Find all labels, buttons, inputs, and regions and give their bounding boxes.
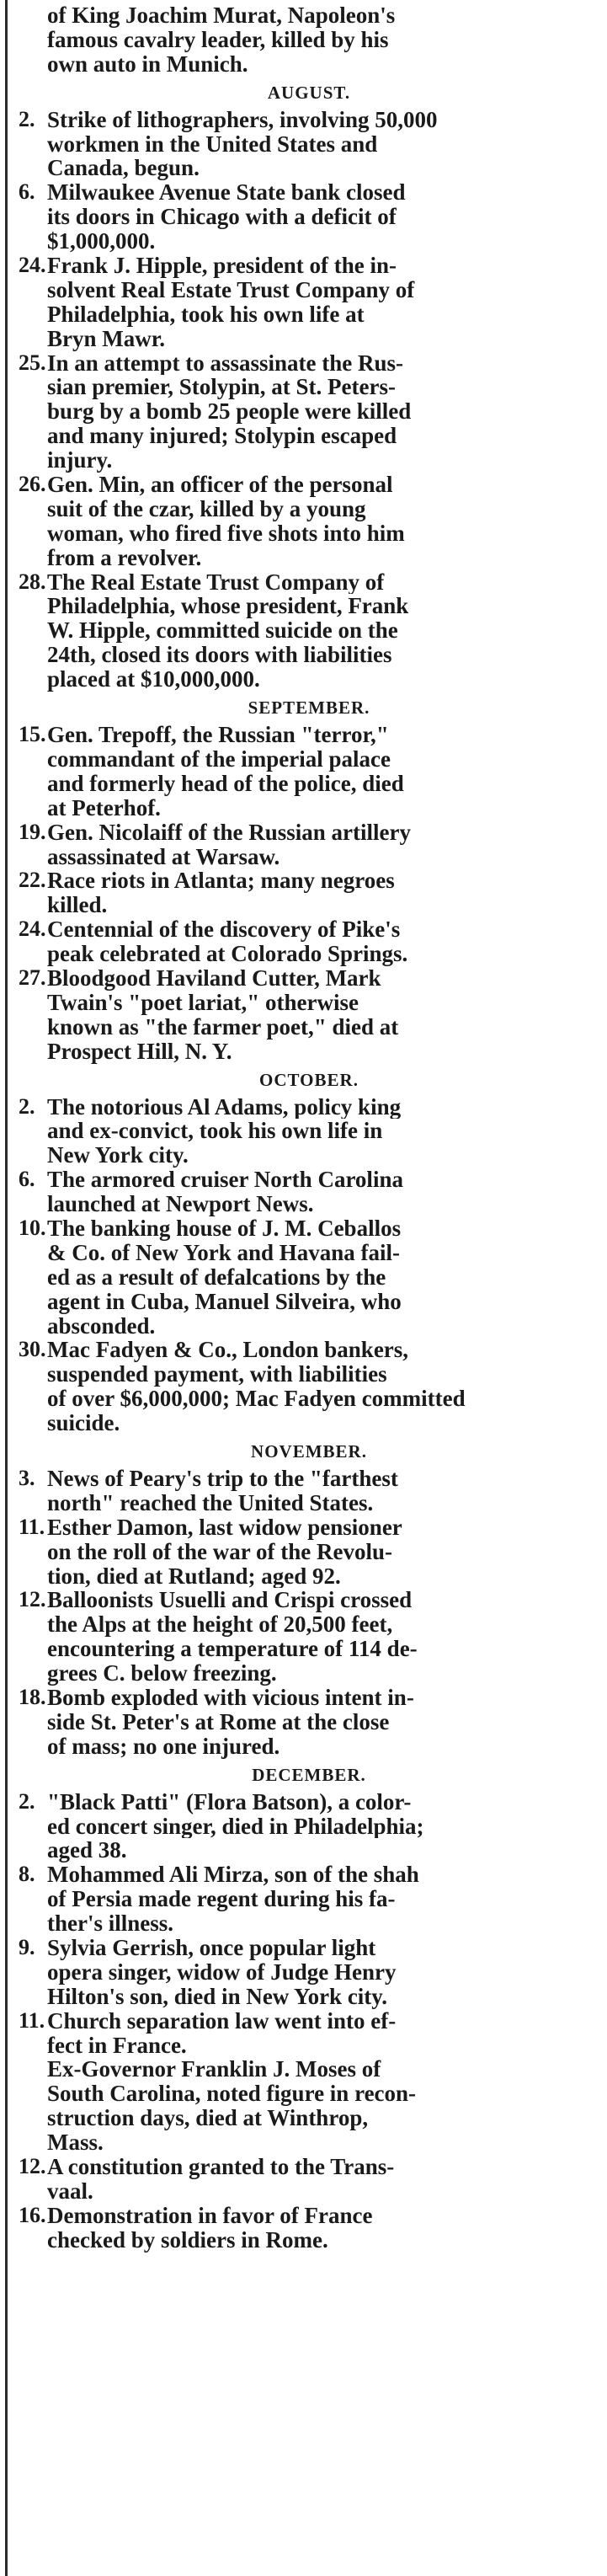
entry-text-line: New York city. — [47, 1143, 189, 1168]
chronology-entry — [19, 2155, 599, 2204]
entry-day-number: 6. — [19, 1167, 35, 1192]
entry-day-number: 22. — [19, 868, 46, 893]
entry-text-line: W. Hipple, committed suicide on the — [47, 618, 398, 644]
entry-text-line: tion, died at Rutland; aged 92. — [47, 1563, 341, 1589]
intro-line: own auto in Munich. — [47, 51, 248, 77]
entry-text-line: ed concert singer, died in Philadelphia; — [47, 1814, 424, 1839]
column-rule — [5, 0, 8, 2576]
entry-text-line: solvent Real Estate Trust Company of — [47, 277, 415, 302]
entry-day-number: 15. — [19, 722, 46, 747]
entry-text-line: of Persia made regent during his fa- — [47, 1887, 396, 1912]
entry-text-line: and formerly head of the police, died — [47, 771, 404, 796]
entry-text-line: Twain's "poet lariat," otherwise — [47, 990, 359, 1015]
entry-text-line: Gen. Min, an officer of the personal — [47, 473, 393, 497]
entry-text-line: aged 38. — [47, 1838, 127, 1863]
chronology-entry — [19, 2204, 599, 2253]
entry-text-line: Balloonists Usuelli and Crispi crossed — [47, 1588, 413, 1613]
entry-day-number: 16. — [19, 2202, 46, 2227]
entry-text-line: Canada, begun. — [47, 156, 200, 181]
entry-day-number: 24. — [19, 917, 46, 942]
entry-text-line: Mohammed Ali Mirza, son of the shah — [47, 1863, 419, 1888]
entry-day-number: 12. — [19, 1587, 46, 1612]
entry-text-line: Milwaukee Avenue State bank closed — [47, 180, 406, 206]
entry-day-number: 19. — [19, 819, 46, 844]
month-heading: NOVEMBER. — [251, 1440, 367, 1462]
month-heading: DECEMBER. — [252, 1764, 366, 1785]
entry-text-line: & Co. of New York and Havana fail- — [47, 1240, 401, 1265]
chronology-entry — [19, 1936, 599, 2009]
entry-text-line: checked by soldiers in Rome. — [47, 2227, 328, 2253]
entry-text-line: Hilton's son, died in New York city. — [47, 1984, 388, 2009]
chronology-entry — [19, 473, 599, 570]
entry-day-number: 3. — [19, 1465, 35, 1490]
entry-text-line: struction days, died at Winthrop, — [47, 2106, 369, 2131]
entry-day-number: 2. — [19, 106, 35, 131]
chronology-column — [19, 3, 599, 2253]
entry-text-line: peak celebrated at Colorado Springs. — [47, 942, 408, 966]
chronology-entry — [19, 180, 599, 254]
entry-text-line: Bloodgood Haviland Cutter, Mark — [47, 965, 381, 991]
entry-text-line: grees C. below freezing. — [47, 1661, 277, 1686]
entry-text-line: News of Peary's trip to the "farthest — [47, 1466, 398, 1491]
entry-text-line: ed as a result of defalcations by the — [47, 1264, 386, 1290]
entry-text-line: ther's illness. — [47, 1911, 174, 1937]
chronology-entry — [19, 966, 599, 1064]
entry-text-line: north" reached the United States. — [47, 1490, 374, 1515]
entry-text-line: "Black Patti" (Flora Batson), a color- — [47, 1789, 412, 1814]
chronology-entry — [19, 1168, 599, 1216]
entry-text-line: agent in Cuba, Manuel Silveira, who — [47, 1289, 402, 1314]
entry-text-line: Mac Fadyen & Co., London bankers, — [47, 1338, 409, 1363]
entry-text-line: Esther Damon, last widow pensioner — [47, 1515, 402, 1540]
entry-text-line: launched at Newport News. — [47, 1192, 314, 1216]
entry-text-line: A constitution granted to the Trans- — [47, 2155, 395, 2179]
entry-text-line: The notorious Al Adams, policy king — [47, 1094, 402, 1120]
entry-text-line: absconded. — [47, 1313, 156, 1339]
entry-day-number: 28. — [19, 569, 46, 594]
entry-text-line: Mass. — [47, 2130, 104, 2156]
entry-day-number: 24. — [19, 253, 46, 278]
entry-text-line: fect in France. — [47, 2033, 187, 2058]
entry-text-line: $1,000,000. — [47, 229, 156, 254]
entry-day-number: 11. — [19, 1514, 45, 1539]
entry-text-line: South Carolina, noted figure in recon- — [47, 2082, 417, 2107]
entry-text-line: The Real Estate Trust Company of — [47, 569, 385, 595]
entry-text-line: The banking house of J. M. Ceballos — [47, 1216, 402, 1241]
entry-text-line: woman, who fired five shots into him — [47, 521, 405, 546]
chronology-entry — [19, 2009, 599, 2058]
entry-text-line: injury. — [47, 448, 113, 473]
entry-day-number: 2. — [19, 1788, 35, 1814]
entry-day-number: 2. — [19, 1093, 35, 1119]
entry-text-line: workmen in the United States and — [47, 131, 378, 157]
entry-text-line: Sylvia Gerrish, once popular light — [47, 1936, 376, 1960]
entry-text-line: sian premier, Stolypin, at St. Peters- — [47, 375, 396, 400]
entry-text-line: side St. Peter's at Rome at the close — [47, 1709, 390, 1734]
chronology-entry — [19, 723, 599, 820]
intro-line: famous cavalry leader, killed by his — [47, 27, 389, 52]
entry-text-line: opera singer, widow of Judge Henry — [47, 1959, 397, 1985]
entry-text-line: suit of the czar, killed by a young — [47, 496, 366, 521]
chronology-entry — [19, 254, 599, 351]
month-heading: AUGUST. — [267, 82, 351, 103]
entry-text-line: Philadelphia, whose president, Frank — [47, 594, 409, 619]
entry-day-number: 10. — [19, 1215, 46, 1240]
chronology-entry — [19, 1515, 599, 1589]
entry-day-number: 11. — [19, 2007, 45, 2033]
entry-text-line: and many injured; Stolypin escaped — [47, 424, 397, 449]
entry-text-line: known as "the farmer poet," died at — [47, 1014, 399, 1039]
entry-day-number: 6. — [19, 179, 35, 205]
entry-text-line: of over $6,000,000; Mac Fadyen committed — [47, 1387, 466, 1412]
entry-text-line: Ex-Governor Franklin J. Moses of — [47, 2057, 381, 2082]
entry-text-line: the Alps at the height of 20,500 feet, — [47, 1612, 393, 1638]
entry-text-line: Philadelphia, took his own life at — [47, 302, 365, 327]
entry-text-line: Gen. Nicolaiff of the Russian artillery — [47, 820, 411, 845]
entry-text-line: its doors in Chicago with a deficit of — [47, 205, 397, 230]
chronology-entry — [19, 1790, 599, 1863]
month-heading: SEPTEMBER. — [248, 697, 370, 719]
chronology-entry — [19, 570, 599, 692]
entry-text-line: Bryn Mawr. — [47, 326, 165, 351]
entry-text-line: The armored cruiser North Carolina — [47, 1168, 403, 1193]
entry-text-line: suspended payment, with liabilities — [47, 1362, 387, 1387]
entry-text-line: suicide. — [47, 1411, 120, 1435]
entry-text-line: Frank J. Hipple, president of the in- — [47, 254, 397, 278]
entry-text-line: Gen. Trepoff, the Russian "terror," — [47, 723, 389, 747]
entry-text-line: 24th, closed its doors with liabilities — [47, 643, 392, 668]
intro-line: of King Joachim Murat, Napoleon's — [47, 3, 396, 28]
entry-text-line: at Peterhof. — [47, 795, 161, 820]
chronology-entry — [19, 1863, 599, 1936]
month-heading: OCTOBER. — [259, 1069, 359, 1090]
chronology-entry — [19, 2057, 599, 2155]
chronology-entry — [19, 108, 599, 181]
entry-text-line: Centennial of the discovery of Pike's — [47, 917, 401, 943]
entry-day-number: 30. — [19, 1337, 46, 1362]
entry-day-number: 12. — [19, 2154, 46, 2179]
entry-text-line: burg by a bomb 25 people were killed — [47, 399, 412, 425]
entry-text-line: Prospect Hill, N. Y. — [47, 1039, 232, 1064]
entry-day-number: 18. — [19, 1685, 46, 1709]
chronology-entry — [19, 1588, 599, 1686]
chronology-entry — [19, 1467, 599, 1515]
entry-day-number: 26. — [19, 472, 46, 497]
entry-text-line: Strike of lithographers, involving 50,000 — [47, 107, 438, 132]
chronology-entry — [19, 1686, 599, 1759]
entry-day-number: 8. — [19, 1862, 35, 1887]
entry-day-number: 27. — [19, 965, 46, 990]
chronology-entry — [19, 1095, 599, 1168]
entry-text-line: Bomb exploded with vicious intent in- — [47, 1686, 414, 1710]
entry-text-line: encountering a temperature of 114 de- — [47, 1637, 418, 1662]
chronology-entry — [19, 820, 599, 869]
chronology-entry — [19, 351, 599, 473]
chronology-entry — [19, 868, 599, 917]
chronology-entry — [19, 1216, 599, 1338]
entry-text-line: placed at $10,000,000. — [47, 667, 260, 692]
entry-text-line: vaal. — [47, 2178, 93, 2204]
entry-text-line: killed. — [47, 893, 108, 918]
entry-text-line: from a revolver. — [47, 545, 202, 570]
entry-text-line: Race riots in Atlanta; many negroes — [47, 868, 395, 894]
entry-text-line: of mass; no one injured. — [47, 1734, 280, 1759]
entry-text-line: and ex-convict, took his own life in — [47, 1119, 383, 1144]
entry-text-line: on the roll of the war of the Revolu- — [47, 1539, 392, 1564]
entry-text-line: Church separation law went into ef- — [47, 2008, 397, 2034]
entry-day-number: 9. — [19, 1935, 35, 1960]
entry-text-line: commandant of the imperial palace — [47, 746, 391, 772]
chronology-entry — [19, 917, 599, 966]
chronology-entry — [19, 1338, 599, 1435]
entry-text-line: Demonstration in favor of France — [47, 2203, 373, 2228]
entry-day-number: 25. — [19, 350, 46, 375]
entry-text-line: In an attempt to assassinate the Rus- — [47, 350, 404, 376]
entry-text-line: assassinated at Warsaw. — [47, 844, 280, 869]
